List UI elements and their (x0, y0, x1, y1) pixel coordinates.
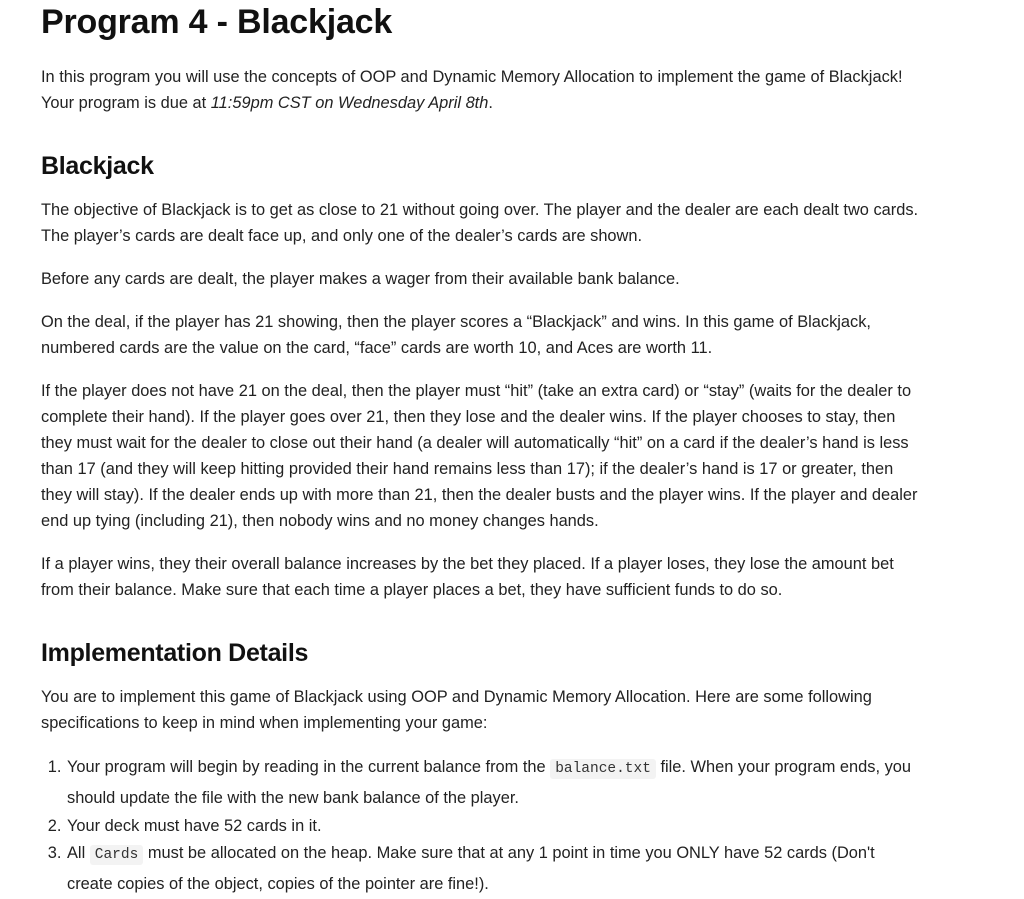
paragraph-balance: If a player wins, they their overall balance increases by the bet they placed. If a player loses, they lose the amount bet from their balance. Make sure that each time a player places a bet, they have sufficient funds to do so. (41, 555, 894, 599)
page-title: Program 4 - Blackjack (41, 3, 393, 41)
paragraph-objective: The objective of Blackjack is to get as close to 21 without going over. The player and the dealer are each dealt two cards. The player’s cards are dealt face up, and only one of the dealer’s cards are shown. (41, 201, 919, 245)
list-item-text: Your program will begin by reading in the current balance from the (67, 758, 551, 776)
paragraph-hit-stay: If the player does not have 21 on the deal, then the player must “hit” (take an extra card) or “stay” (waits for the dealer to complete their hand). If the player goes over 21, then they lose and the dealer wins. If the player chooses to stay, then they must wait for the dealer to close out their hand (a dealer will automatically “hit” on a card if the dealer’s hand is less than 17 (and they will keep hitting provided their hand remains less than 17); if the dealer’s hand is 17 or greater, then they will stay). If the dealer ends up with more than 21, then the dealer busts and the player wins. If the player and dealer end up tying (including 21), then nobody wins and no money changes hands. (41, 382, 918, 530)
section-heading-blackjack: Blackjack (41, 152, 154, 180)
list-item-text: must be allocated on the heap. Make sure that at any 1 point in time you ONLY have 52 cards (Don't create copies of the object, copies of the pointer are fine!). (67, 844, 875, 893)
intro-end: . (488, 94, 493, 112)
paragraph-wager: Before any cards are dealt, the player makes a wager from their available bank balance. (41, 270, 680, 288)
inline-code-balance-file: balance.txt (550, 759, 656, 779)
list-item-text: All (67, 844, 90, 862)
paragraph-deal: On the deal, if the player has 21 showing, then the player scores a “Blackjack” and wins. In this game of Blackjack, numbered cards are the value on the card, “face” cards are worth 10, and Aces are worth 11. (41, 313, 871, 357)
list-item (66, 839, 921, 899)
section-heading-implementation: Implementation Details (41, 639, 309, 667)
intro-text: In this program you will use the concepts of OOP and Dynamic Memory Allocation to implement the game of Blackjack! Your program is due at (41, 68, 903, 112)
due-date: 11:59pm CST on Wednesday April 8th (210, 94, 489, 112)
list-item-text: file. When your program ends, you should update the file with the new bank balance of the player. (67, 758, 911, 807)
list-item (66, 753, 921, 813)
inline-code-cards: Cards (90, 845, 144, 865)
list-item: 2. Your deck must have 52 cards in it. (66, 813, 921, 839)
intro-paragraph (41, 64, 921, 116)
paragraph-implementation-intro: You are to implement this game of Blackjack using OOP and Dynamic Memory Allocation. Here are some following specifications to keep in mind when implementing your game: (41, 688, 872, 732)
specification-list (41, 753, 921, 899)
